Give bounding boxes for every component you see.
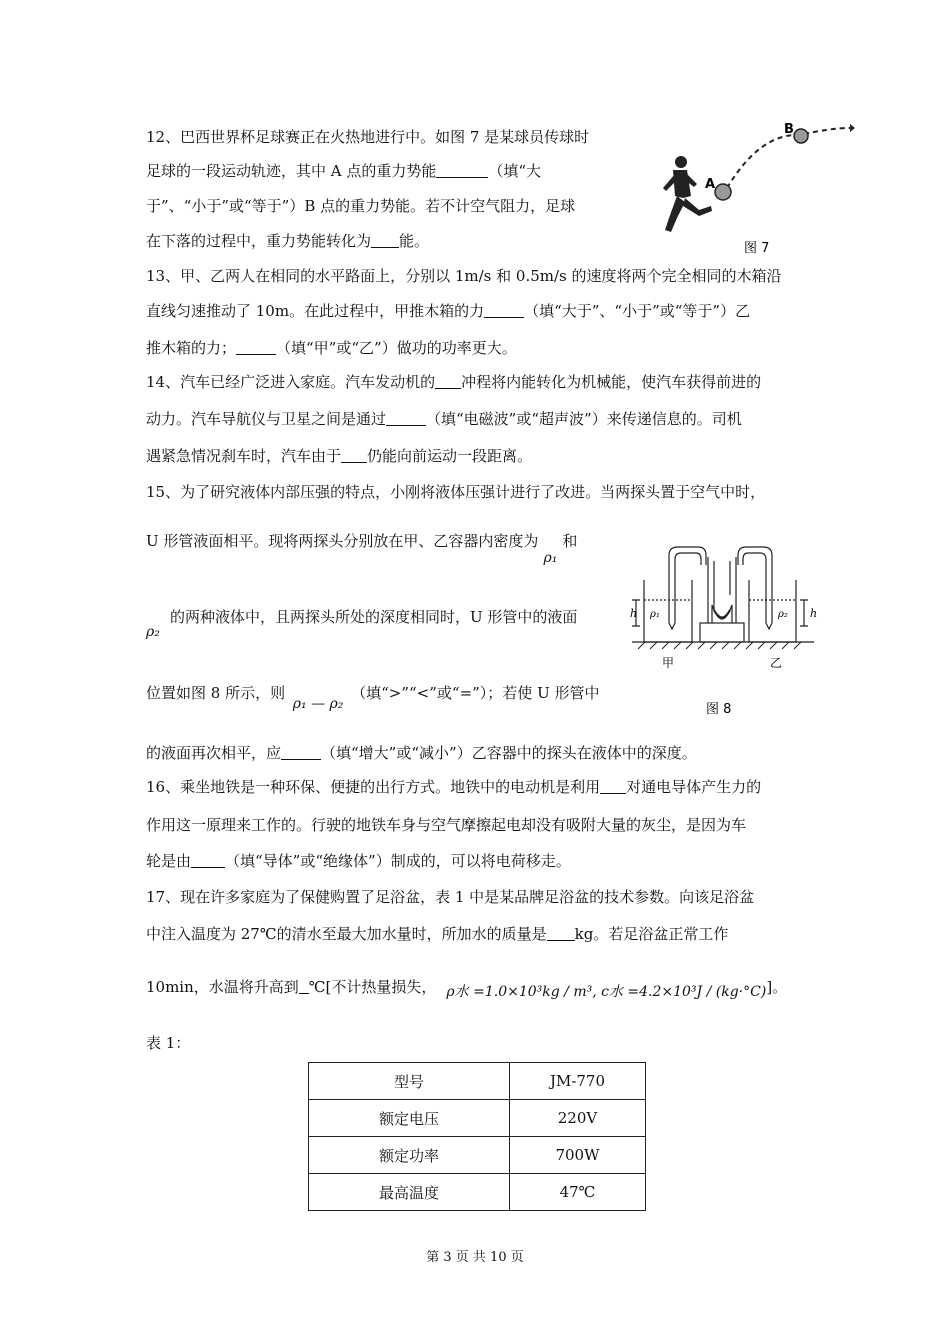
formula: ρ水 =1.0×10³kg / m³, c水 =4.2×10³J / (kg·°C) [446, 984, 767, 1000]
q13-line2: 直线匀速推动了 10m。在此过程中，甲推木箱的力 （填“大于”、“小于”或“等于”）乙 [146, 302, 751, 320]
q13-line3: 推木箱的力； （填“甲”或“乙”）做功的功率更大。 [146, 339, 517, 357]
label-yi: 乙 [770, 656, 783, 670]
answer-blank [371, 233, 399, 248]
figure-7-caption: 图 7 [744, 241, 770, 256]
h-label-left: h [630, 607, 638, 620]
q15-line2: U 形管液面相平。现将两探头分别放在甲、乙容器内密度为ρ₁和 [146, 532, 578, 566]
q15-line4: 位置如图 8 所示，则ρ₁ — ρ₂（填“>”“<”或“=”）；若使 U 形管中 [146, 684, 600, 712]
rho2-symbol: ρ₂ [146, 624, 160, 640]
table-title: 表 1： [146, 1034, 191, 1052]
q16-line3: 轮是由 （填“导体”或“绝缘体”）制成的，可以将电荷移走。 [146, 852, 571, 870]
ball-b [794, 129, 808, 143]
q14-line2: 动力。汽车导航仪与卫星之间是通过 （填“电磁波”或“超声波”）来传递信息的。司机 [146, 410, 742, 428]
answer-blank [484, 303, 524, 318]
answer-blank [236, 340, 276, 355]
figure-8-caption: 图 8 [706, 702, 732, 717]
answer-blank [299, 979, 309, 994]
q16-line2: 作用这一原理来工作的。行驶的地铁车身与空气摩擦起电却没有吸附大量的灰尘，是因为车 [146, 816, 747, 834]
q12-line3: 于”、“小于”或“等于”）B 点的重力势能。若不计空气阻力，足球 [146, 197, 576, 215]
q12-line2: 足球的一段运动轨迹，其中 A 点的重力势能 （填“大 [146, 162, 542, 180]
rho1-label: ρ₁ [650, 609, 660, 620]
table-key: 型号 [309, 1063, 510, 1100]
figure-8-pressure-gauge [628, 535, 818, 720]
q12-line1: 12、巴西世界杯足球赛正在火热地进行中。如图 7 是某球员传球时 [146, 128, 590, 146]
q17-line2: 中注入温度为 27℃的清水至最大加水量时，所加水的质量是 kg。若足浴盆正常工作 [146, 925, 729, 943]
q14-line1: 14、汽车已经广泛进入家庭。汽车发动机的 冲程将内能转化为机械能，使汽车获得前进的 [146, 373, 762, 391]
table-key: 最高温度 [309, 1174, 510, 1211]
q16-line1: 16、乘坐地铁是一种环保、便捷的出行方式。地铁中的电动机是利用 对通电导体产生力的 [146, 778, 762, 796]
table-key: 额定功率 [309, 1137, 510, 1174]
q15-line3: ρ₂的两种液体中，且两探头所处的深度相同时，U 形管中的液面 [146, 608, 578, 640]
rho1-symbol: ρ₁ [543, 550, 558, 566]
q17-line3: 10min，水温将升高到 ℃[不计热量损失， ρ水 =1.0×10³kg / m³, c水 =4.2×10³J / (kg·°C)]。 [146, 978, 788, 1000]
table-row [309, 1174, 646, 1211]
table-value: 220V [510, 1100, 646, 1137]
rho2-label: ρ₂ [778, 609, 788, 620]
table-row [309, 1063, 646, 1100]
player-silhouette [663, 156, 712, 232]
q17-line1: 17、现在许多家庭为了保健购置了足浴盆，表 1 中是某品牌足浴盆的技术参数。向该足浴盆 [146, 888, 755, 906]
answer-blank [281, 745, 321, 760]
ball-a [715, 184, 731, 200]
table-value: 47℃ [510, 1174, 646, 1211]
figure-7-trajectory [655, 118, 855, 258]
q15-line1: 15、为了研究液体内部压强的特点，小刚将液体压强计进行了改进。当两探头置于空气中时， [146, 483, 766, 501]
answer-blank [547, 926, 575, 941]
table-row [309, 1137, 646, 1174]
table-value: 700W [510, 1137, 646, 1174]
rho-compare: ρ₁ — ρ₂ [292, 696, 344, 712]
h-label-right: h [810, 607, 818, 620]
answer-blank [435, 374, 461, 389]
q15-line5: 的液面再次相平，应 （填“增大”或“减小”）乙容器中的探头在液体中的深度。 [146, 744, 697, 762]
q12-line4: 在下落的过程中，重力势能转化为 能。 [146, 232, 430, 250]
spec-table [308, 1062, 646, 1211]
answer-blank [341, 448, 367, 463]
table-key: 额定电压 [309, 1100, 510, 1137]
answer-blank [600, 779, 626, 794]
q14-line3: 遇紧急情况刹车时，汽车由于 仍能向前运动一段距离。 [146, 447, 533, 465]
answer-blank [386, 411, 426, 426]
q13-line1: 13、甲、乙两人在相同的水平路面上，分别以 1m/s 和 0.5m/s 的速度将两个完全相同的木箱沿 [146, 267, 782, 285]
answer-blank [191, 853, 225, 868]
label-b: B [784, 122, 794, 137]
label-jia: 甲 [662, 656, 675, 670]
table-value: JM-770 [510, 1063, 646, 1100]
label-a: A [705, 177, 716, 192]
answer-blank [436, 163, 488, 178]
table-row [309, 1100, 646, 1137]
page-footer: 第 3 页 共 10 页 [426, 1250, 524, 1265]
